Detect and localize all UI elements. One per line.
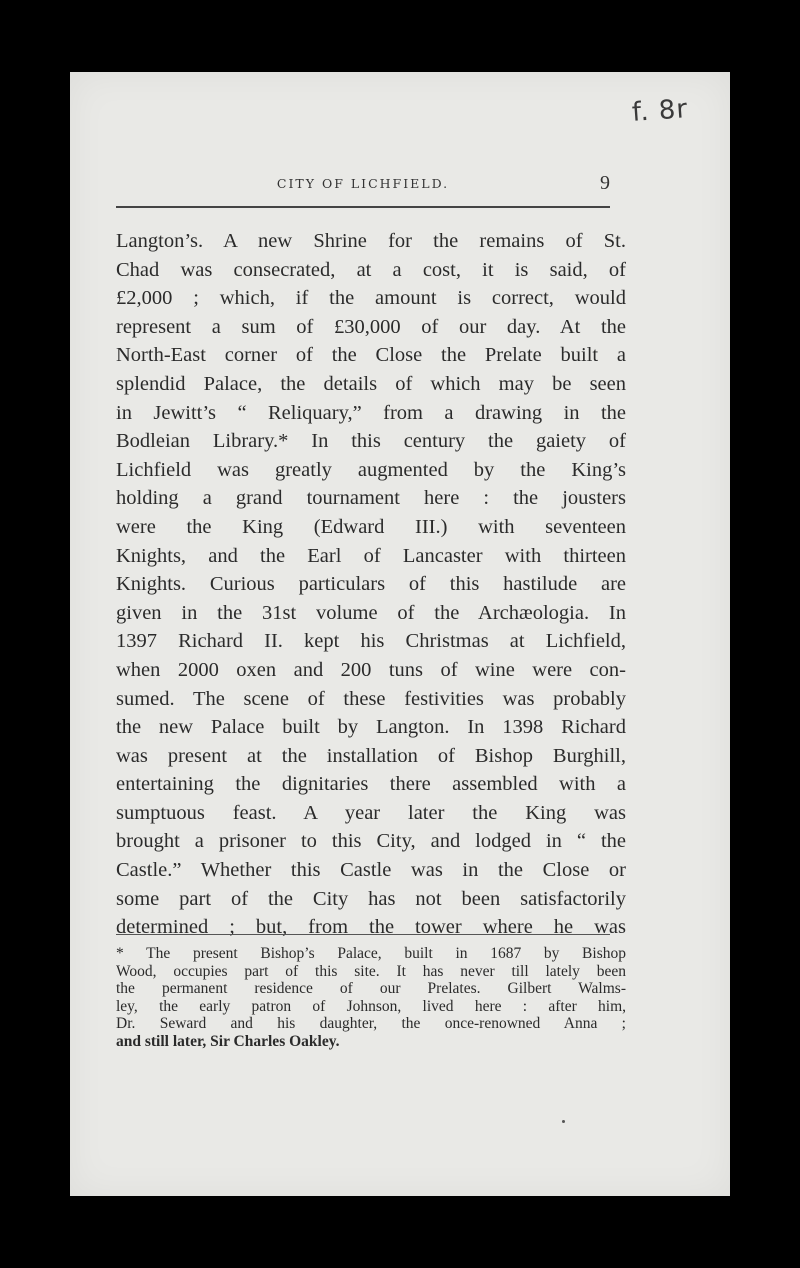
footnote-line: * The present Bishop’s Palace, built in 1687 by Bishop	[116, 945, 626, 962]
footnote	[116, 945, 626, 1050]
footnote-line: the permanent residence of our Prelates. Gilbert Walms-	[116, 980, 626, 997]
body-line: splendid Palace, the details of which may be seen	[116, 372, 626, 395]
body-line: Langton’s. A new Shrine for the remains of St.	[116, 230, 626, 252]
page-number: 9	[600, 172, 610, 194]
body-line: determined ; but, from the tower where he was	[116, 916, 626, 939]
body-line: Knights. Curious particulars of this hastilude are	[116, 573, 626, 596]
body-line: £2,000 ; which, if the amount is correct, would	[116, 287, 626, 310]
body-line: 1397 Richard II. kept his Christmas at Lichfield,	[116, 630, 626, 653]
body-line: entertaining the dignitaries there assembled with a	[116, 773, 626, 796]
body-line: given in the 31st volume of the Archæologia. In	[116, 601, 626, 624]
folio-mark: f. 8r	[631, 94, 690, 128]
footnote-rule	[116, 934, 610, 935]
header-rule	[116, 206, 610, 208]
body-line: holding a grand tournament here : the jousters	[116, 487, 626, 510]
body-line: in Jewitt’s “ Reliquary,” from a drawing in the	[116, 401, 626, 424]
body-line: were the King (Edward III.) with seventeen	[116, 515, 626, 538]
footnote-line: Wood, occupies part of this site. It has never till lately been	[116, 962, 626, 980]
footnote-line: and still later, Sir Charles Oakley.	[116, 1032, 340, 1050]
body-line: was present at the installation of Bishop Burghill,	[116, 744, 626, 767]
body-line: represent a sum of £30,000 of our day. At the	[116, 315, 626, 338]
body-line: Chad was consecrated, at a cost, it is said, of	[116, 258, 626, 281]
footnote-line: ley, the early patron of Johnson, lived here : after him,	[116, 997, 626, 1015]
body-line: Bodleian Library.* In this century the gaiety of	[116, 430, 626, 453]
body-line: North-East corner of the Close the Prelate built a	[116, 344, 626, 367]
paper-speck	[562, 1120, 565, 1123]
body-line: Lichfield was greatly augmented by the King’s	[116, 458, 626, 481]
running-title: CITY OF LICHFIELD.	[276, 176, 450, 191]
body-text	[116, 227, 626, 942]
body-line: Castle.” Whether this Castle was in the Close or	[116, 859, 626, 882]
running-header	[116, 172, 610, 196]
body-line: when 2000 oxen and 200 tuns of wine were con-	[116, 658, 626, 681]
body-line: the new Palace built by Langton. In 1398 Richard	[116, 716, 626, 739]
body-line: brought a prisoner to this City, and lodged in “ the	[116, 830, 626, 853]
body-line: Knights, and the Earl of Lancaster with thirteen	[116, 544, 626, 567]
footnote-line: Dr. Seward and his daughter, the once-renowned Anna ;	[116, 1015, 626, 1032]
body-line: sumptuous feast. A year later the King was	[116, 801, 626, 824]
body-line: some part of the City has not been satisfactorily	[116, 887, 626, 910]
body-line: sumed. The scene of these festivities was probably	[116, 687, 626, 710]
